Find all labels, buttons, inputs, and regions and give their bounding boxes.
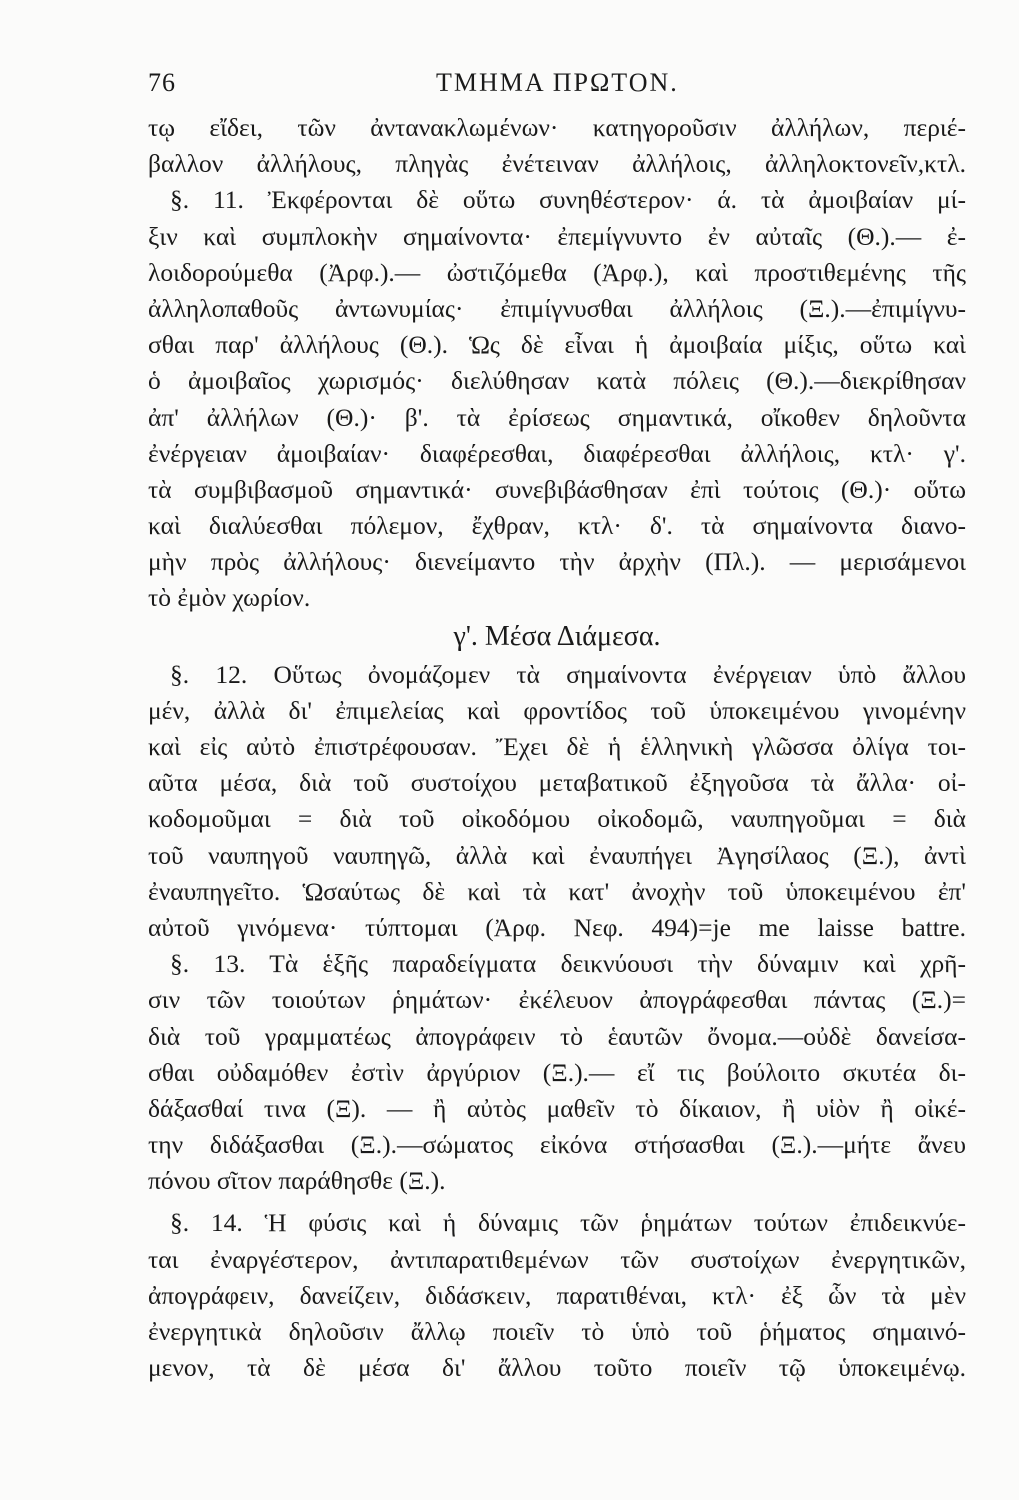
text-line: τοῦ ναυπηγοῦ ναυπηγῶ, ἀλλὰ καὶ ἐναυπήγει Ἀγησίλαος (Ξ.), ἀντὶ xyxy=(148,840,966,870)
text-line: ξιν καὶ συμπλοκὴν σημαίνοντα· ἐπεμίγνυντο ἐν αὐταῖς (Θ.).— ἐ- xyxy=(148,221,966,251)
text-line: δάξασθαί τινα (Ξ). — ἢ αὐτὸς μαθεῖν τὸ δίκαιον, ἢ υἱὸν ἢ οἰκέ- xyxy=(148,1093,966,1123)
body-text xyxy=(148,110,966,1386)
section-11-start: §. 11. Ἐκφέρονται δὲ οὕτω συνηθέστερον· ά. τὰ ἀμοιβαίαν μί- xyxy=(170,185,966,215)
text-line: τῳ εἴδει, τῶν ἀντανακλωμένων· κατηγοροῦσιν ἀλλήλων, περιέ- xyxy=(148,113,966,142)
text-line: ἐναυπηγεῖτο. Ὡσαύτως δὲ καὶ τὰ κατ' ἀνοχὴν τοῦ ὑποκειμένου ἐπ' xyxy=(148,876,966,906)
text-line: διὰ τοῦ γραμματέως ἀπογράφειν τὸ ἑαυτῶν ὄνομα.—οὐδὲ δανείσα- xyxy=(148,1021,966,1051)
page-number: 76 xyxy=(148,68,176,97)
section-12-start: §. 12. Οὕτως ὀνομάζομεν τὰ σημαίνοντα ἐνέργειαν ὑπὸ ἄλλου xyxy=(170,659,966,689)
section-14-start: §. 14. Ἡ φύσις καὶ ἡ δύναμις τῶν ῥημάτων τούτων ἐπιδεικνύε- xyxy=(170,1208,966,1238)
text-line: μὴν πρὸς ἀλλήλους· διενείμαντο τὴν ἀρχὴν (Πλ.). — μερισάμενοι xyxy=(148,547,966,577)
text-line: μέν, ἀλλὰ δι' ἐπιμελείας καὶ φροντίδος τοῦ ὑποκειμένου γινομένην xyxy=(148,695,966,725)
text-line: ἀλληλοπαθοῦς ἀντωνυμίας· ἐπιμίγνυσθαι ἀλλήλοις (Ξ.).—ἐπιμίγνυ- xyxy=(148,293,966,323)
text-line: καὶ διαλύεσθαι πόλεμον, ἔχθραν, κτλ· δ'. τὰ σημαίνοντα διανο- xyxy=(148,511,966,541)
text-line: ἐνεργητικὰ δηλοῦσιν ἄλλῳ ποιεῖν τὸ ὑπὸ τοῦ ῥήματος σημαινό- xyxy=(148,1317,966,1346)
text-line: μενον, τὰ δὲ μέσα δι' ἄλλου τοῦτο ποιεῖν τῷ ὑποκειμένῳ. xyxy=(148,1353,966,1383)
text-line: ται ἐναργέστερον, ἀντιπαρατιθεμένων τῶν συστοίχων ἐνεργητικῶν, xyxy=(148,1244,966,1274)
section-13-start: §. 13. Τὰ ἑξῆς παραδείγματα δεικνύουσι τὴν δύναμιν καὶ χρῆ- xyxy=(170,949,966,979)
text-line: σθαι παρ' ἀλλήλους (Θ.). Ὡς δὲ εἶναι ἡ ἀμοιβαία μίξις, οὕτω καὶ xyxy=(148,330,966,360)
text-line: τὰ συμβιβασμοῦ σημαντικά· συνεβιβάσθησαν ἐπὶ τούτοις (Θ.)· οὕτω xyxy=(148,474,966,504)
text-line: ἀπ' ἀλλήλων (Θ.)· β'. τὰ ἐρίσεως σημαντικά, οἴκοθεν δηλοῦντα xyxy=(148,402,966,432)
running-title: ΤΜΗΜΑ ΠΡΩΤΟΝ. xyxy=(436,68,679,97)
text-line: την διδάξασθαι (Ξ.).—σώματος εἰκόνα στήσασθαι (Ξ.).—μήτε ἄνευ xyxy=(148,1130,966,1160)
section-heading: γ'. Μέσα Διάμεσα. xyxy=(453,620,661,652)
text-line: καὶ εἰς αὐτὸ ἐπιστρέφουσαν. Ἔχει δὲ ἡ ἑλληνικὴ γλῶσσα ὀλίγα τοι- xyxy=(148,732,966,761)
text-line: σιν τῶν τοιούτων ῥημάτων· ἐκέλευον ἀπογράφεσθαι πάντας (Ξ.)= xyxy=(148,985,966,1015)
text-line: σθαι οὐδαμόθεν ἐστὶν ἀργύριον (Ξ.).— εἴ τις βούλοιτο σκυτέα δι- xyxy=(148,1057,966,1087)
text-line: κοδομοῦμαι = διὰ τοῦ οἰκοδόμου οἰκοδομῶ, ναυπηγοῦμαι = διὰ xyxy=(148,804,966,834)
text-line: βαλλον ἀλλήλους, πληγὰς ἐνέτειναν ἀλλήλοις, ἀλληλοκτονεῖν,κτλ. xyxy=(148,149,966,179)
text-line: αὐτοῦ γινόμενα· τύπτομαι (Ἀρφ. Νεφ. 494)=je me laisse battre. xyxy=(148,912,966,942)
text-line: αῦτα μέσα, διὰ τοῦ συστοίχου μεταβατικοῦ ἐξηγοῦσα τὰ ἄλλα· οἰ- xyxy=(148,768,966,798)
page-header xyxy=(148,68,966,98)
text-line: ἀπογράφειν, δανείζειν, διδάσκειν, παρατιθέναι, κτλ· ἐξ ὧν τὰ μὲν xyxy=(148,1280,966,1310)
text-line: τὸ ἐμὸν χωρίον. xyxy=(148,583,311,613)
text-line: πόνου σῖτον παράθησθε (Ξ.). xyxy=(148,1166,446,1196)
text-line: ἐνέργειαν ἀμοιβαίαν· διαφέρεσθαι, διαφέρεσθαι ἀλλήλοις, κτλ· γ'. xyxy=(148,438,966,468)
text-line: ὁ ἀμοιβαῖος χωρισμός· διελύθησαν κατὰ πόλεις (Θ.).—διεκρίθησαν xyxy=(148,366,966,396)
text-line: λοιδορούμεθα (Ἀρφ.).— ὠστιζόμεθα (Ἀρφ.), καὶ προστιθεμένης τῆς xyxy=(148,257,966,287)
